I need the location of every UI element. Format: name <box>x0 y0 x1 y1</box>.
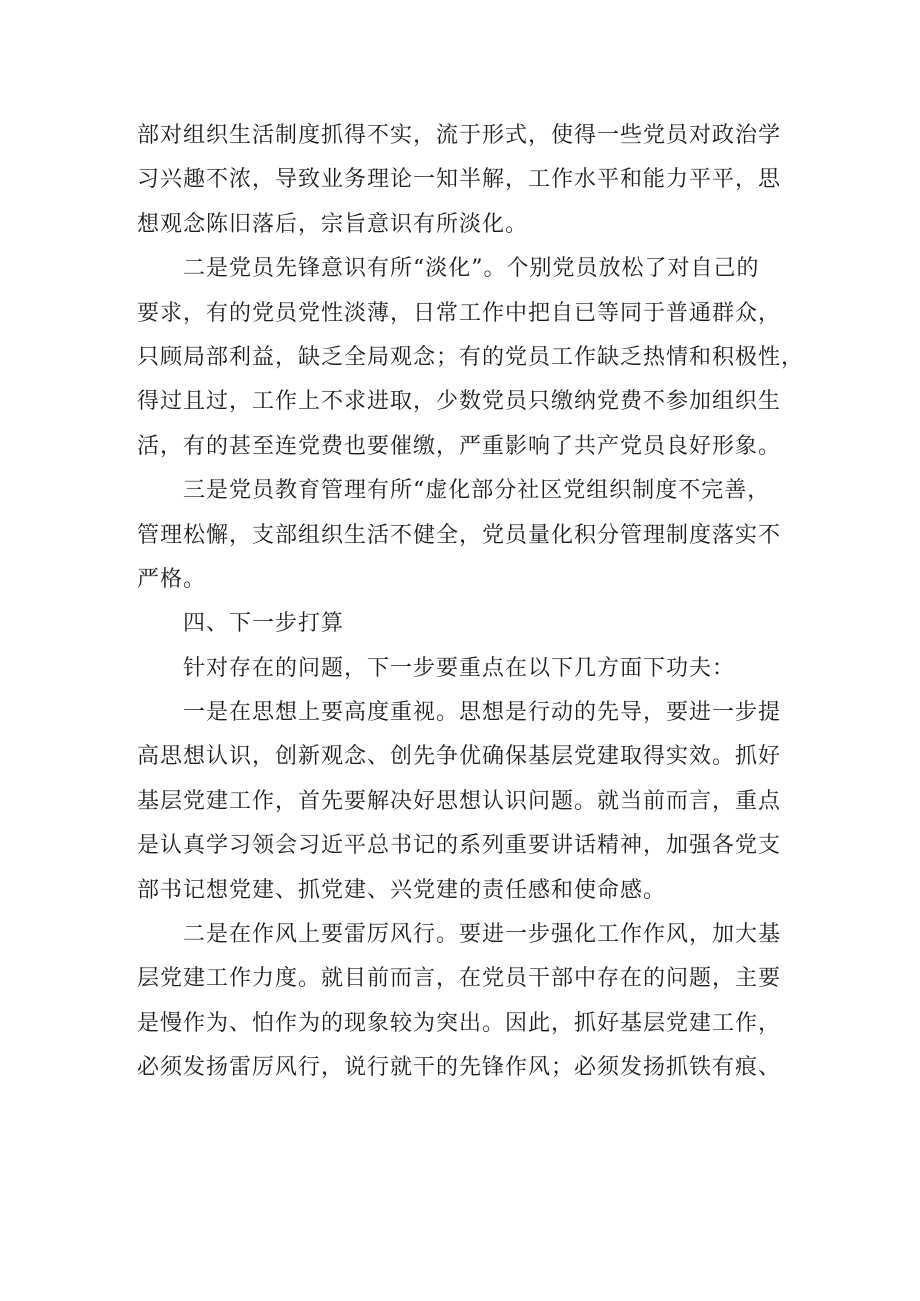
document-body <box>137 114 805 1091</box>
text-line: 部对组织生活制度抓得不实，流于形式，使得一些党员对政治学 <box>137 123 782 148</box>
text-line: 高思想认识，创新观念、创先争优确保基层党建取得实效。抓好 <box>137 744 782 770</box>
text-line: 必须发扬雷厉风行，说行就干的先锋作风；必须发扬抓铁有痕、 <box>137 1055 782 1081</box>
paragraph-start-line: 针对存在的问题，下一步要重点在以下几方面下功夫： <box>183 655 736 681</box>
section-heading: 四、下一步打算 <box>183 611 345 637</box>
text-line: 基层党建工作，首先要解决好思想认识问题。就当前而言，重点 <box>137 788 782 814</box>
text-line: 是慢作为、怕作为的现象较为突出。因此，抓好基层党建工作， <box>137 1010 782 1036</box>
text-line: 想观念陈旧落后，宗旨意识有所淡化。 <box>137 211 529 237</box>
text-line: 只顾局部利益，缺乏全局观念；有的党员工作缺乏热情和积极性， <box>137 344 805 370</box>
paragraph-start-line: 二是党员先锋意识有所“淡化”。个别党员放松了对自己的 <box>183 256 760 282</box>
text-line: 习兴趣不浓，导致业务理论一知半解，工作水平和能力平平，思 <box>137 167 782 193</box>
paragraph-start-line: 二是在作风上要雷厉风行。要进一步强化工作作风，加大基 <box>183 922 782 948</box>
text-line: 严格。 <box>137 566 207 592</box>
text-line: 层党建工作力度。就目前而言，在党员干部中存在的问题，主要 <box>137 966 782 992</box>
text-line: 得过且过，工作上不求进取，少数党员只缴纳党费不参加组织生 <box>137 389 782 415</box>
text-line: 管理松懈，支部组织生活不健全，党员量化积分管理制度落实不 <box>137 522 782 548</box>
paragraph-start-line: 一是在思想上要高度重视。思想是行动的先导，要进一步提 <box>183 700 782 726</box>
paragraph-start-line: 三是党员教育管理有所“虚化部分社区党组织制度不完善， <box>183 478 771 504</box>
text-line: 是认真学习领会习近平总书记的系列重要讲话精神，加强各党支 <box>137 833 782 859</box>
text-line: 部书记想党建、抓党建、兴党建的责任感和使命感。 <box>137 877 667 903</box>
text-line: 要求，有的党员党性淡薄，日常工作中把自已等同于普通群众， <box>137 300 782 326</box>
text-line: 活，有的甚至连党费也要催缴，严重影响了共产党员良好形象。 <box>137 433 782 459</box>
